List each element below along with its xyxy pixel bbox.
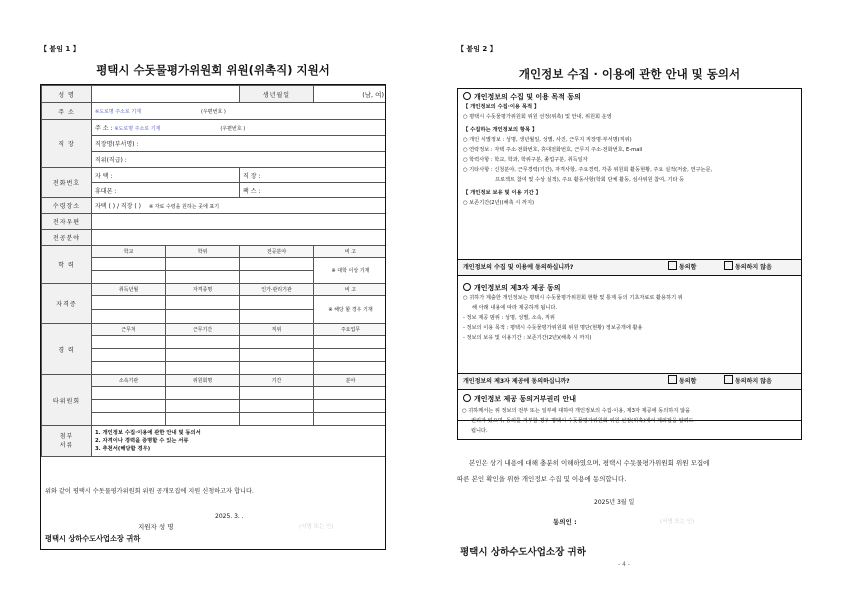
receive-label: 수령장소 <box>42 198 92 214</box>
address-field[interactable] <box>92 103 387 120</box>
career-cell[interactable] <box>92 362 166 375</box>
career-label: 경 력 <box>42 324 92 375</box>
career-cell[interactable] <box>314 349 387 362</box>
career-cell[interactable] <box>166 349 240 362</box>
refuse-line: ○ 귀하께서는 위 정보의 전부 또는 일부에 대하여 개인정보의 수집·이용, 제3자 제공에 동의하지 않을 <box>462 408 690 414</box>
third-text: 해 아래 내용에 따라 제공하게 됩니다. <box>472 305 558 311</box>
field-label: 전공분야 <box>42 230 92 246</box>
period-text: ○ 보존기간(2년)(해촉 시 까지) <box>463 200 534 206</box>
phone-mobile-field[interactable]: 휴대폰 : <box>92 183 240 198</box>
cert-header: 자격종명 <box>166 284 240 296</box>
career-cell[interactable] <box>92 349 166 362</box>
edu-label: 학 력 <box>42 246 92 284</box>
career-header: 주요업무 <box>314 324 387 336</box>
other-header: 소속기관 <box>92 375 166 387</box>
name-label: 성 명 <box>42 86 92 103</box>
email-label: 전자우편 <box>42 214 92 230</box>
period-head: 【 개인정보 보유 및 이용 기간 】 <box>463 190 541 196</box>
applicant-label: 지원자 성 명 <box>138 523 174 531</box>
career-cell[interactable] <box>92 336 166 349</box>
agree-label: 동의함 <box>679 264 697 271</box>
job-label: 직 장 <box>42 120 92 168</box>
attach-label: 첨부 서류 <box>42 426 92 457</box>
attachment-tag-2: 【 붙임 2 】 <box>457 45 497 53</box>
job-addr-label: 주 소 : <box>95 125 113 132</box>
gender-field[interactable]: (남, 여) <box>314 86 387 103</box>
section-refuse <box>458 394 801 405</box>
other-cell[interactable] <box>314 387 387 400</box>
cert-cell[interactable] <box>92 296 166 310</box>
addressee: 평택시 상하수도사업소장 귀하 <box>45 534 141 543</box>
other-cell[interactable] <box>240 413 314 426</box>
edu-cell[interactable] <box>240 258 314 271</box>
edu-note: ※ 대학 이상 기재 <box>314 258 387 284</box>
section-title: 개인정보의 제3자 제공 동의 <box>474 284 561 292</box>
attach-item: 1. 개인정보 수집·이용에 관한 안내 및 동의서 <box>95 430 201 436</box>
edu-cell[interactable] <box>166 271 240 284</box>
job-addr-hint: ※도로명 주소로 기재 <box>114 126 161 132</box>
cert-header: 비 고 <box>314 284 387 296</box>
job-name-field[interactable]: 직장명(부서명) : <box>92 136 387 152</box>
checkbox-icon[interactable] <box>668 261 677 270</box>
cert-cell[interactable] <box>92 310 166 324</box>
third-text: - 정보의 보유 및 이용기간 : 보존기간(2년)(해촉 시 까지) <box>463 335 592 341</box>
question-text: 개인정보의 제3자 제공에 동의하십니까? <box>463 378 570 385</box>
consent-title: 개인정보 수집 · 이용에 관한 안내 및 동의서 <box>518 67 741 81</box>
cert-label: 자격증 <box>42 284 92 324</box>
other-cell[interactable] <box>314 400 387 413</box>
other-cell[interactable] <box>166 413 240 426</box>
item-text: ○ 기타사항 : 신청분야, 근무경력(기간), 자격사항, 주요경력, 각종 위원회 활동현황, 주요 실적(저술, 연구논문, <box>463 167 713 173</box>
career-cell[interactable] <box>166 362 240 375</box>
circle-bullet-icon <box>463 92 471 100</box>
circle-bullet-icon <box>463 283 471 291</box>
form-table <box>41 85 386 457</box>
receive-value: 자택 ( ) / 직장 ( ) <box>95 203 142 210</box>
checkbox-icon[interactable] <box>668 375 677 384</box>
consent-question-2 <box>458 373 801 390</box>
disagree-label: 동의하지 않음 <box>735 378 772 385</box>
attach-item: 2. 자격이나 경력을 증명할 수 있는 서류 <box>95 438 189 444</box>
item-text: 프로젝트 참여 및 수상 실적), 주요 활동사항(학회 단체 활동, 심사위원 참여, 기타 등 <box>495 177 685 183</box>
job-rank-field[interactable]: 직위(직급) : <box>92 152 387 168</box>
attachment-tag: 【 붙임 1 】 <box>40 45 80 53</box>
other-header: 분야 <box>314 375 387 387</box>
agree-label: 동의함 <box>679 378 697 385</box>
statement: 위와 같이 평택시 수돗물평가위원회 위원 공개모집에 지원 신청하고자 합니다. <box>45 488 254 495</box>
items-head: 【 수집하는 개인정보의 항목 】 <box>463 127 538 133</box>
agreer-label: 동의인 : <box>553 518 577 526</box>
cert-cell[interactable] <box>240 310 314 324</box>
other-cell[interactable] <box>166 400 240 413</box>
career-cell[interactable] <box>240 362 314 375</box>
question-text: 개인정보의 수집 및 이용에 동의하십니까? <box>463 264 574 271</box>
other-cell[interactable] <box>240 387 314 400</box>
addressee-2: 평택시 상하수도사업소장 귀하 <box>460 547 586 558</box>
birth-label: 생년월일 <box>240 86 314 103</box>
edu-header: 비 고 <box>314 246 387 258</box>
form-title: 평택시 수돗물평가위원회 위원(위촉직) 지원서 <box>96 63 330 77</box>
submit-date: 2025. 3. . <box>215 513 244 520</box>
checkbox-icon[interactable] <box>724 375 733 384</box>
career-cell[interactable] <box>166 336 240 349</box>
edu-header: 학교 <box>92 246 166 258</box>
refuse-line: 권리가 있으며, 동의를 거부할 경우 평택시 수돗물평가위원회 위원 선정(위촉)에서 제외될을 알려드 <box>471 418 694 424</box>
refuse-line: 립니다. <box>471 428 488 434</box>
cert-cell[interactable] <box>240 296 314 310</box>
consent-date: 2025년 3월 일 <box>594 499 635 506</box>
third-text: - 정보의 이용 목적 : 평택시 수돗물평가위원회 위원 명단(현황) 정보공개에 활용 <box>463 325 643 331</box>
career-cell[interactable] <box>240 336 314 349</box>
confirm-line-2: 따른 본인 확인을 위한 개인정보 수집 및 이용에 동의합니다. <box>457 475 627 483</box>
cert-cell[interactable] <box>166 310 240 324</box>
other-cell[interactable] <box>314 413 387 426</box>
purpose-text: ○ 평택시 수돗물평가위원회 위원 선정(위촉) 및 안내, 위원회 운영 <box>463 114 612 120</box>
career-header: 근무처 <box>92 324 166 336</box>
checkbox-icon[interactable] <box>724 261 733 270</box>
consent-box-bottom <box>457 420 802 440</box>
sign-placeholder-2[interactable]: (서명 또는 인) <box>660 519 695 525</box>
third-text: - 정보 제공 범위 : 성명, 성별, 소속, 직위 <box>463 315 555 321</box>
item-text: ○ 연락정보 : 자택 주소·전화번호, 휴대전화번호, 근무지 주소·전화번호, E-mail <box>463 147 643 153</box>
edu-cell[interactable] <box>92 271 166 284</box>
consent-box <box>457 88 802 421</box>
receive-note: ※ 자료 수령을 원하는 곳에 표기 <box>148 204 220 210</box>
address-label: 주 소 <box>42 103 92 120</box>
other-cell[interactable] <box>240 400 314 413</box>
phone-work-field[interactable]: 직 장 : <box>240 168 387 183</box>
cert-cell[interactable] <box>166 296 240 310</box>
circle-bullet-icon <box>463 394 471 402</box>
career-cell[interactable] <box>314 362 387 375</box>
job-zip-hint: (우편번호 ) <box>220 126 246 132</box>
other-header: 기간 <box>240 375 314 387</box>
cert-header: 취득년월 <box>92 284 166 296</box>
receive-field[interactable] <box>92 198 387 214</box>
other-label: 타위원회 <box>42 375 92 426</box>
agree-option[interactable] <box>668 260 696 275</box>
third-text: ○ 귀하가 제출한 개인정보는 평택시 수돗물평가위원회 현황 및 통계 등의 기초자료로 활용하기 위 <box>463 295 683 301</box>
other-header: 위원회명 <box>166 375 240 387</box>
application-form <box>40 84 386 550</box>
disagree-option[interactable] <box>724 260 772 275</box>
other-cell[interactable] <box>92 413 166 426</box>
name-field[interactable] <box>92 86 240 103</box>
sign-placeholder[interactable]: (서명 또는 인) <box>299 524 334 530</box>
purpose-head: 【 개인정보의 수집·이용 목적 】 <box>463 104 540 110</box>
phone-label: 전화번호 <box>42 168 92 198</box>
item-text: ○ 개인 식별정보 : 성명, 생년월일, 성별, 사진, 근무지 직장명·부서명(직위) <box>463 137 632 143</box>
cert-header: 인가·관리기관 <box>240 284 314 296</box>
email-field[interactable] <box>92 214 387 230</box>
other-cell[interactable] <box>92 400 166 413</box>
major-field[interactable] <box>92 230 387 246</box>
edu-cell[interactable] <box>240 271 314 284</box>
item-text: ○ 학력사항 : 학교, 학과, 학위구분, 졸업구분, 취득일자 <box>463 157 588 163</box>
section-title: 개인정보의 수집 및 이용 목적 동의 <box>474 93 581 101</box>
phone-home-field[interactable]: 자 택 : <box>92 168 240 183</box>
attach-list <box>92 426 387 457</box>
addr-hint: ※도로명 주소로 기재 <box>95 108 142 115</box>
edu-header: 학위 <box>166 246 240 258</box>
cert-note: ※ 해당 할 경우 기재 <box>314 296 387 324</box>
job-address-field[interactable] <box>92 120 387 136</box>
disagree-label: 동의하지 않음 <box>735 264 772 271</box>
phone-fax-field[interactable]: 팩 스 : <box>240 183 387 198</box>
other-cell[interactable] <box>92 387 166 400</box>
other-cell[interactable] <box>166 387 240 400</box>
zip-hint: (우편번호 ) <box>201 108 226 115</box>
edu-cell[interactable] <box>92 258 166 271</box>
career-header: 직위 <box>240 324 314 336</box>
career-cell[interactable] <box>314 336 387 349</box>
section-third-party <box>458 283 801 343</box>
agree-option[interactable] <box>668 374 696 389</box>
section-collection <box>458 92 801 208</box>
page-number: - 4 - <box>618 561 630 568</box>
career-cell[interactable] <box>240 349 314 362</box>
career-header: 근무기간 <box>166 324 240 336</box>
section-title: 개인정보 제공 동의거부권리 안내 <box>474 395 576 403</box>
edu-header: 전공분야 <box>240 246 314 258</box>
attach-item: 3. 추천서(해당할 경우) <box>95 446 151 452</box>
confirm-line-1: 본인은 상기 내용에 대해 충분히 이해하였으며, 평택시 수돗물평가위원회 위원 모집에 <box>469 459 710 467</box>
disagree-option[interactable] <box>724 374 772 389</box>
edu-cell[interactable] <box>166 258 240 271</box>
consent-question-1 <box>458 259 801 276</box>
